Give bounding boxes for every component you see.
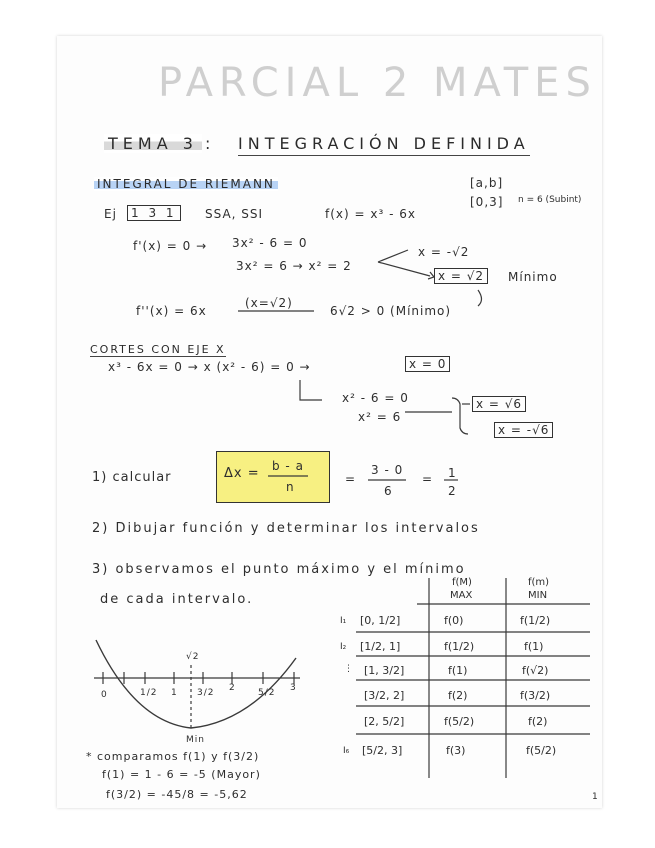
root-negative: x = -√2 [418,245,470,259]
second-derivative-result: 6√2 > 0 (Mínimo) [330,304,452,318]
row-interval: [2, 5/2] [364,715,405,728]
table-header-max: MAX [450,590,473,601]
dx-label: Δx = [224,466,260,481]
row-interval: [1/2, 1] [360,640,401,653]
topic-title: INTEGRACIÓN DEFINIDA [238,134,530,156]
compare-line-2: f(3/2) = -45/8 = -5,62 [106,788,248,801]
table-header-min-top: f(m) [528,577,550,588]
dx-denominator-value: 6 [384,484,393,498]
subinterval-note: n = 6 (Subint) [518,195,582,205]
graph-min-label: Min [186,735,205,745]
row-min: f(1/2) [520,614,551,627]
row-min: f(1) [524,640,544,653]
example-marks: SSA, SSI [205,207,264,221]
row-max: f(1/2) [444,640,475,653]
row-min: f(√2) [522,664,549,677]
row-label: I₁ [340,616,347,626]
compare-line-1: f(1) = 1 - 6 = -5 (Mayor) [102,768,261,781]
compare-title: * comparamos f(1) y f(3/2) [86,750,260,763]
step-2: 2) Dibujar función y determinar los intervalos [92,521,480,536]
row-interval: [1, 3/2] [364,664,405,677]
section-title: INTEGRAL DE RIEMANN [94,177,278,191]
topic-label: TEMA 3 [104,134,202,153]
dx-denominator: n [286,480,295,494]
step-1-label: 1) calcular [92,470,172,485]
graph-tick-4: 2 [229,683,236,693]
row-interval: [3/2, 2] [364,689,405,702]
example-number: 1 3 1 [127,205,181,221]
row-min: f(5/2) [526,744,557,757]
graph-tick-0: 0 [101,690,108,700]
root-positive: x = √2 [434,268,488,284]
cortes-step-2: x² - 6 = 0 [342,391,409,405]
graph-tick-5: 5/2 [258,688,276,698]
dx-result-numerator: 1 [448,466,457,480]
cortes-root-zero: x = 0 [405,356,450,372]
topic-separator: : [205,134,212,153]
cortes-equation: x³ - 6x = 0 → x (x² - 6) = 0 → [108,360,311,374]
row-label: ⋮ [344,664,353,674]
dx-equals: = [345,472,357,486]
step-3: 3) observamos el punto máximo y el mínimo [92,562,466,577]
row-max: f(0) [444,614,464,627]
interval-specific: [0,3] [470,195,504,209]
row-interval: [5/2, 3] [362,744,403,757]
derivative-step-1: 3x² - 6 = 0 [232,236,308,250]
dx-numerator-value: 3 - 0 [371,463,404,477]
second-derivative-eval: (x=√2) [245,296,293,310]
row-max: f(1) [448,664,468,677]
cortes-title: CORTES CON EJE X [90,343,226,356]
derivative-step-2: 3x² = 6 → x² = 2 [236,259,352,273]
derivative-equation: f'(x) = 0 → [133,239,208,253]
dx-equals-2: = [422,472,434,486]
dx-numerator: b - a [272,459,304,473]
table-header-min: MIN [528,590,548,601]
graph-tick-2: 1 [171,688,178,698]
row-label: I₆ [343,746,350,756]
step-3-continued: de cada intervalo. [100,592,254,607]
row-max: f(3) [446,744,466,757]
table-header-max-top: f(M) [452,577,472,588]
cortes-root-neg: x = -√6 [494,422,553,438]
graph-tick-3: 3/2 [197,688,215,698]
row-max: f(5/2) [444,715,475,728]
row-interval: [0, 1/2] [360,614,401,627]
cortes-step-3: x² = 6 [358,410,402,424]
row-max: f(2) [448,689,468,702]
cortes-root-pos: x = √6 [472,396,526,412]
second-derivative: f''(x) = 6x [136,304,207,318]
page-title: PARCIAL 2 MATES [158,60,597,106]
row-min: f(2) [528,715,548,728]
graph-top-label: √2 [186,652,200,662]
interval-general: [a,b] [470,176,504,190]
row-min: f(3/2) [520,689,551,702]
graph-tick-6: 3 [290,683,297,693]
dx-result-denominator: 2 [448,484,457,498]
minimum-label: Mínimo [508,270,558,284]
example-label: Ej [104,207,117,221]
graph-tick-1: 1/2 [140,688,158,698]
page-number: 1 [592,792,599,802]
row-label: I₂ [340,642,347,652]
function-definition: f(x) = x³ - 6x [325,207,416,221]
